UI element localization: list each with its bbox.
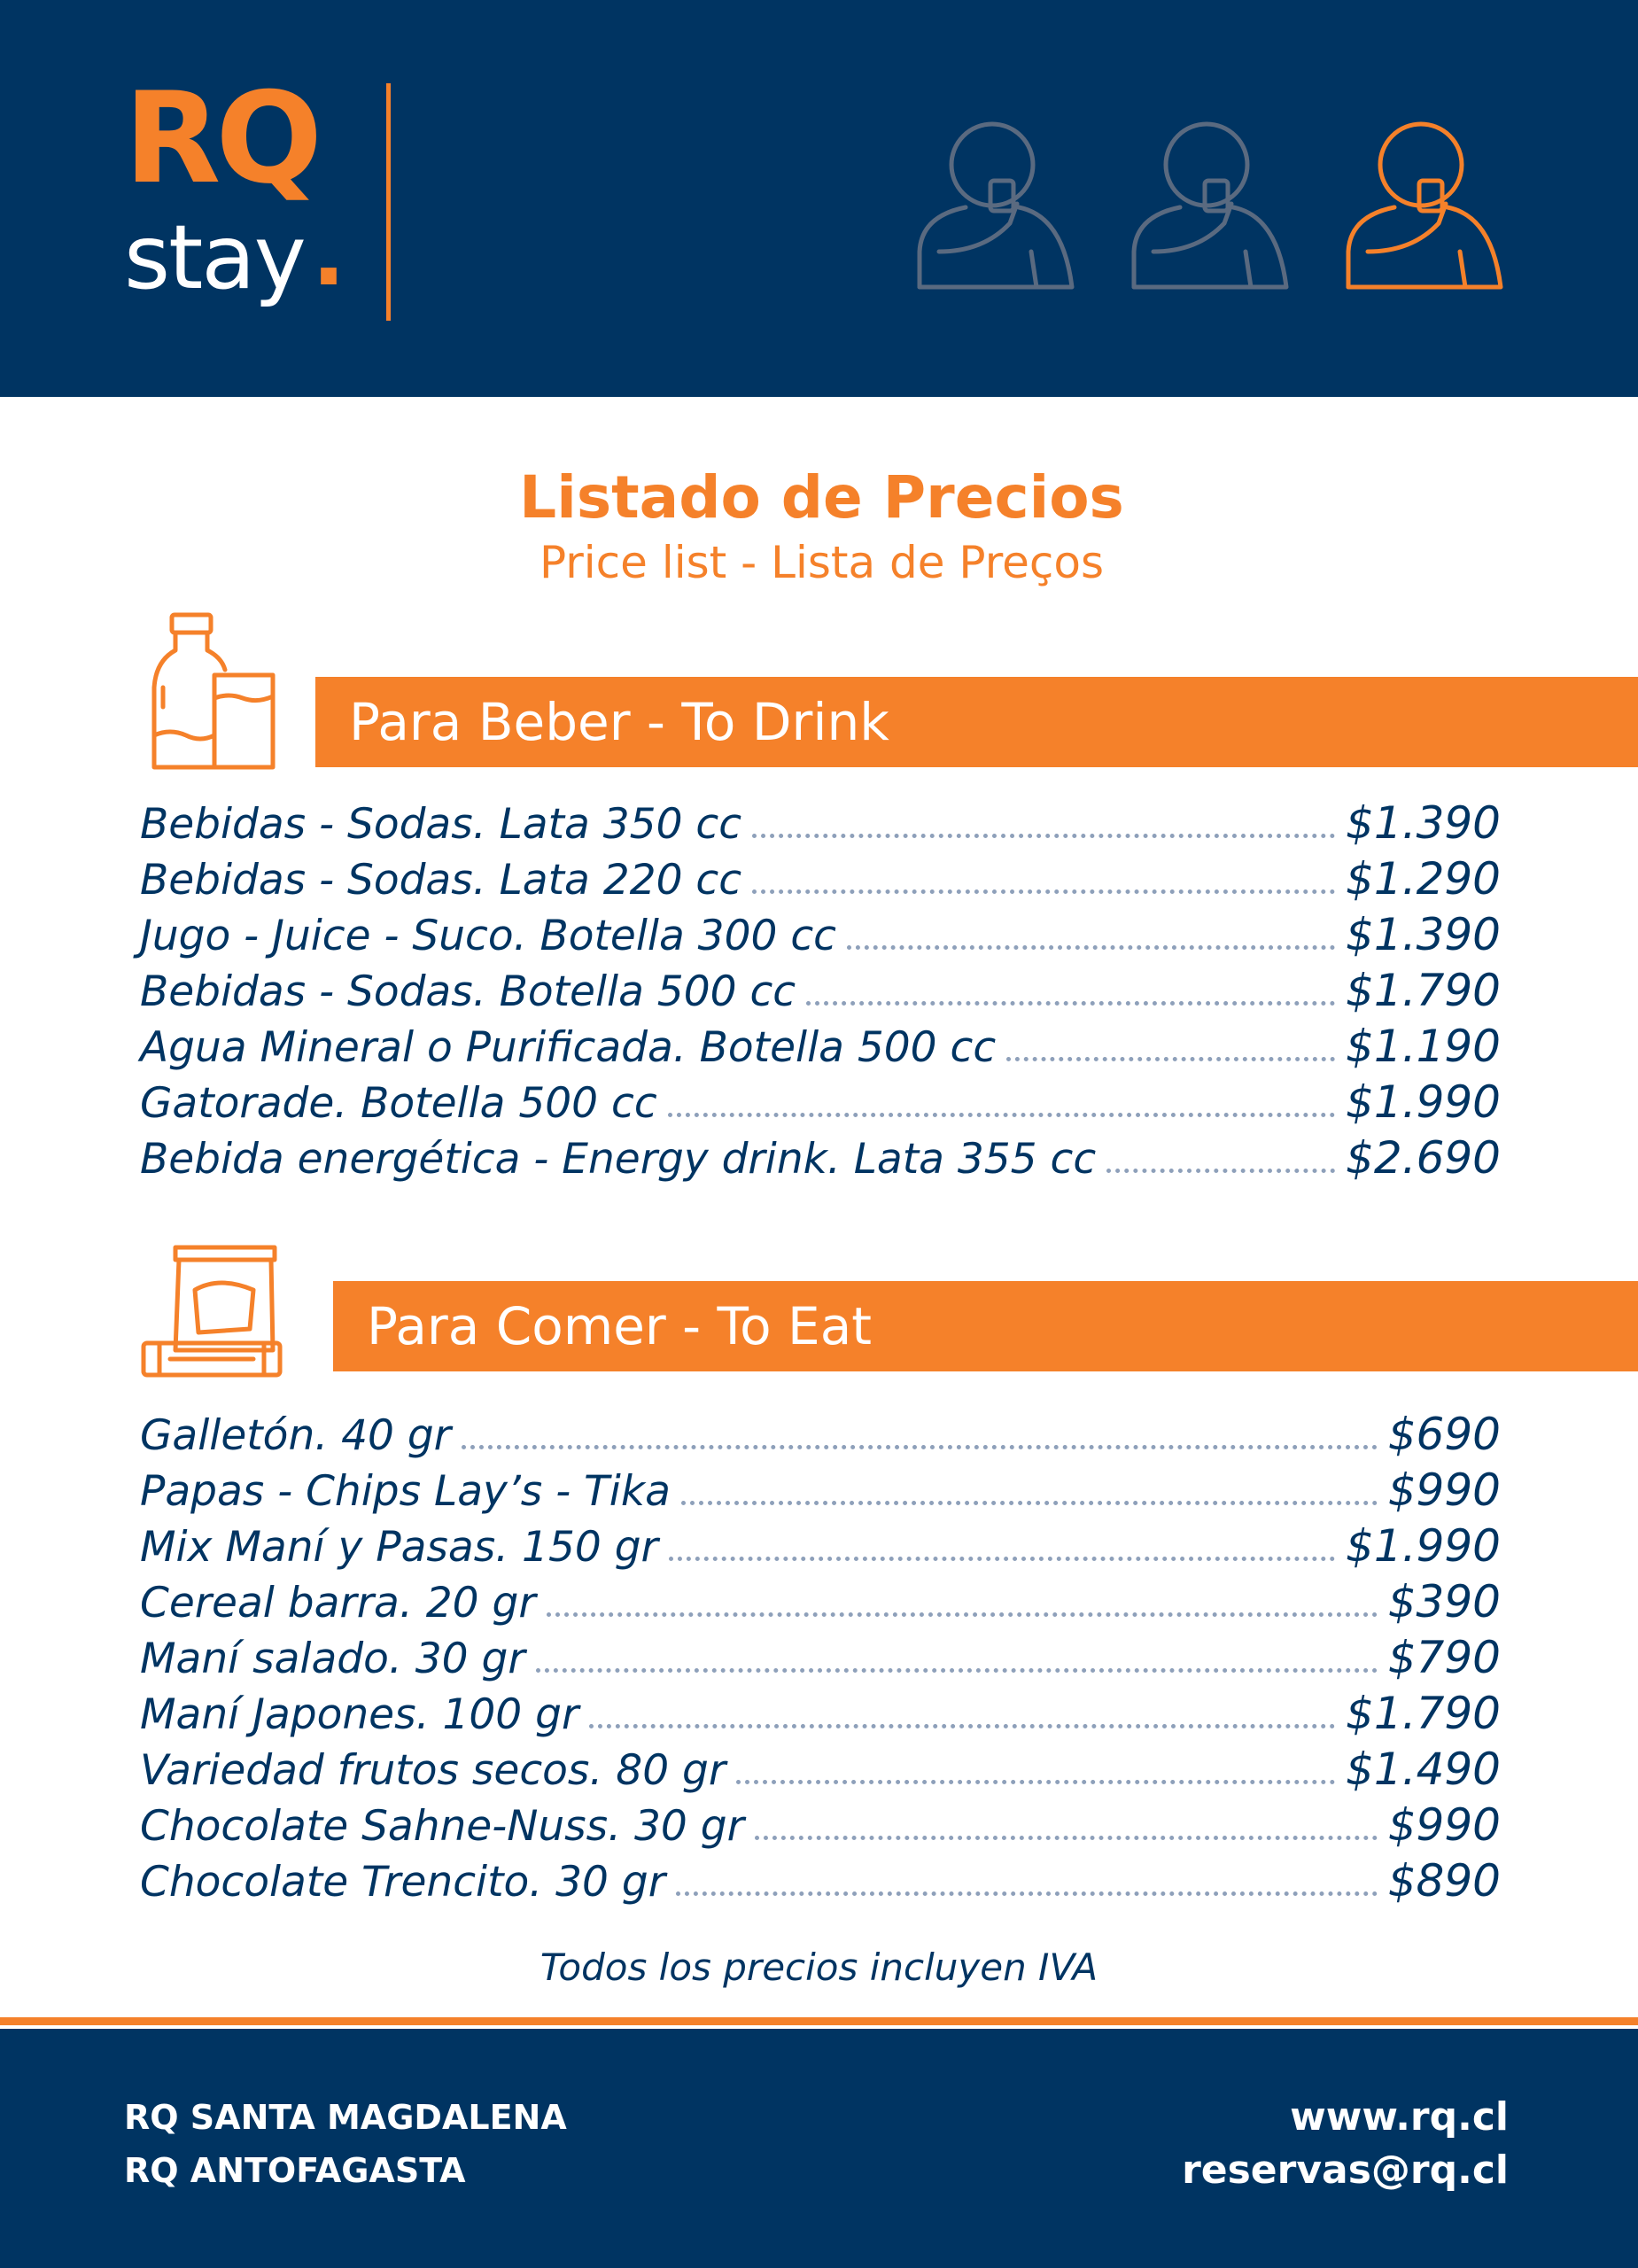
item-price: $1.390 [1346,909,1501,960]
item-name: Bebidas - Sodas. Lata 220 cc [140,856,742,905]
price-list-item [140,1574,1501,1630]
item-price: $1.990 [1346,1076,1501,1128]
item-price: $790 [1387,1632,1501,1683]
dot-leader [1106,1169,1335,1173]
price-list-item [140,851,1501,907]
drink-price-list [140,796,1501,1186]
price-list-item [140,1518,1501,1574]
price-list-item [140,1075,1501,1130]
price-list-item [140,1798,1501,1853]
dot-leader [589,1724,1335,1728]
price-list-item [140,1130,1501,1186]
item-price: $990 [1387,1464,1501,1516]
price-list-item [140,796,1501,851]
header [0,0,1638,397]
item-price: $990 [1387,1799,1501,1851]
item-price: $1.390 [1346,797,1501,849]
item-price: $890 [1387,1855,1501,1907]
price-list-item [140,1019,1501,1075]
page-title: Listado de Precios [519,463,1124,532]
item-name: Gatorade. Botella 500 cc [140,1079,657,1128]
item-price: $1.190 [1346,1021,1501,1072]
price-list-item [140,1742,1501,1798]
footer-contact [1182,2091,1509,2197]
price-list-item [140,907,1501,963]
snack-bag-and-bar-icon [140,1244,283,1384]
dot-leader [755,1836,1378,1840]
logo-divider [386,83,391,321]
footer-divider [0,2017,1638,2025]
item-price: $1.290 [1346,853,1501,905]
footer-locations [124,2091,567,2197]
dot-leader [847,945,1335,950]
logo-dot: . [312,202,345,306]
item-name: Mix Maní y Pasas. 150 gr [140,1523,658,1572]
item-name: Maní Japones. 100 gr [140,1690,579,1739]
eat-price-list [140,1407,1501,1909]
item-name: Maní salado. 30 gr [140,1635,525,1683]
item-price: $1.790 [1346,1688,1501,1739]
item-price: $1.790 [1346,965,1501,1016]
price-list-item [140,1853,1501,1909]
item-price: $2.690 [1346,1132,1501,1184]
price-list-item [140,1463,1501,1518]
item-price: $690 [1387,1409,1501,1460]
item-name: Chocolate Trencito. 30 gr [140,1858,666,1907]
page-subtitle: Price list - Lista de Preços [539,537,1105,588]
section-header-drink [315,677,1638,767]
item-name: Variedad frutos secos. 80 gr [140,1746,726,1795]
footer-location: RQ ANTOFAGASTA [124,2151,466,2190]
person-drinking-icon [912,119,1081,296]
dot-leader [752,834,1335,838]
dot-leader [536,1668,1378,1673]
dot-leader [676,1891,1378,1896]
dot-leader [668,1113,1335,1117]
item-name: Bebida energética - Energy drink. Lata 355 cc [140,1135,1097,1184]
footer-location: RQ SANTA MAGDALENA [124,2098,567,2137]
dot-leader [752,889,1335,894]
dot-leader [806,1001,1335,1006]
dot-leader [1006,1057,1335,1061]
dot-leader [669,1557,1335,1561]
bottle-and-glass-icon [149,611,278,773]
price-list-item [140,1630,1501,1686]
email-link[interactable]: reservas@rq.cl [1182,2148,1509,2193]
title-block [0,461,1638,590]
section-header-eat [333,1281,1638,1371]
item-name: Papas - Chips Lay’s - Tika [140,1467,671,1516]
section-label-drink: Para Beber - To Drink [349,692,889,752]
price-list-item [140,1407,1501,1463]
dot-leader [736,1780,1335,1784]
price-list-item [140,963,1501,1019]
item-name: Cereal barra. 20 gr [140,1579,536,1627]
item-price: $1.490 [1346,1744,1501,1795]
dot-leader [462,1445,1378,1449]
person-drinking-icon-highlighted [1341,119,1510,296]
person-drinking-icon [1127,119,1295,296]
item-price: $1.990 [1346,1520,1501,1572]
dot-leader [681,1501,1378,1505]
section-label-eat: Para Comer - To Eat [367,1296,872,1356]
item-name: Bebidas - Sodas. Botella 500 cc [140,967,796,1016]
item-name: Chocolate Sahne-Nuss. 30 gr [140,1802,744,1851]
logo-stay-text: stay [124,206,305,309]
item-name: Bebidas - Sodas. Lata 350 cc [140,800,742,849]
item-name: Agua Mineral o Purificada. Botella 500 cc [140,1023,997,1072]
item-name: Jugo - Juice - Suco. Botella 300 cc [140,912,837,960]
item-name: Galletón. 40 gr [140,1411,452,1460]
rq-stay-logo [124,66,399,324]
website-link[interactable]: www.rq.cl [1290,2094,1509,2140]
tax-note: Todos los precios incluyen IVA [540,1946,1098,1989]
dot-leader [547,1612,1378,1617]
item-price: $390 [1387,1576,1501,1627]
footer [0,2029,1638,2268]
logo-rq-text: RQ [124,66,318,212]
price-list-item [140,1686,1501,1742]
